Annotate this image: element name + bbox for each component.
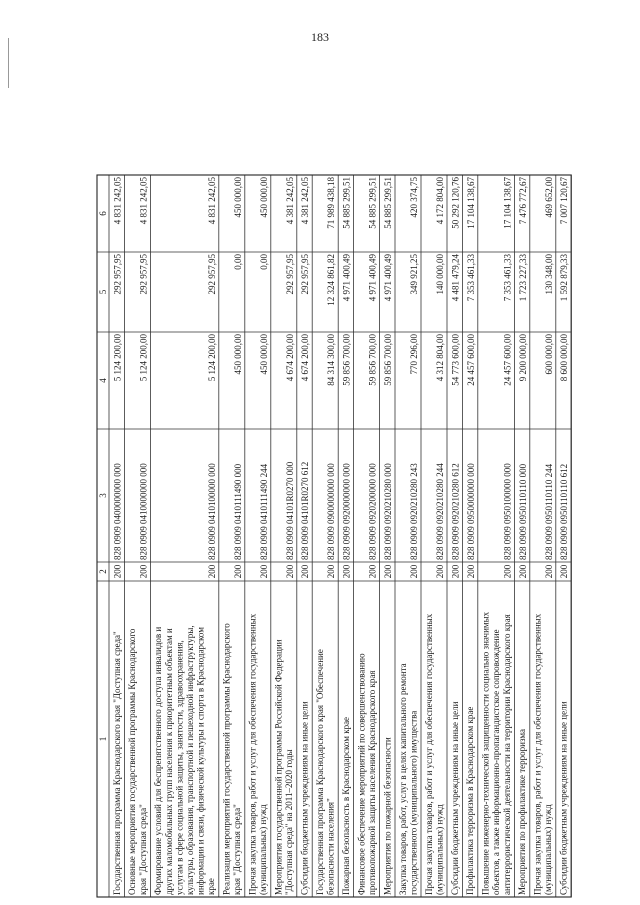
row-5-executed-amount: 292 957,95 (284, 254, 295, 295)
row-18-line-code: 200 (559, 564, 570, 579)
row-3-description: края "Доступная среда" (232, 804, 243, 895)
row-3-description: Реализация мероприятий государственной программы Краснодарского (221, 623, 232, 895)
row-1-unexecuted-amount: 4 831 242,05 (138, 177, 149, 225)
column-header-1: 1 (98, 736, 108, 742)
row-6-line-code: 200 (300, 564, 311, 579)
row-10-approved-amount: 59 856 700,00 (383, 334, 393, 386)
row-17-description: (муниципальных) нужд (543, 804, 554, 895)
row-15-executed-amount: 7 353 461,33 (502, 254, 513, 302)
row-2-budget-classification-code: 828 0909 0410100000 000 (206, 463, 217, 560)
row-7-unexecuted-amount: 71 989 438,18 (326, 177, 337, 229)
row-18-unexecuted-amount: 7 007 120,67 (559, 177, 570, 225)
row-9-executed-amount: 4 971 400,49 (367, 254, 378, 302)
row-9-budget-classification-code: 828 0909 0920200000 000 (367, 463, 378, 560)
row-7-executed-amount: 12 324 861,82 (326, 254, 337, 306)
row-6-budget-classification-code: 828 0909 04101R0270 612 (300, 461, 311, 560)
row-10-executed-amount: 4 971 400,49 (383, 254, 393, 302)
row-8-budget-classification-code: 828 0909 0920000000 000 (341, 463, 352, 560)
row-2-unexecuted-amount: 4 831 242,05 (206, 177, 217, 225)
row-12-line-code: 200 (435, 564, 445, 579)
row-11-executed-amount: 349 921,25 (409, 254, 419, 295)
row-18-description: Субсидии бюджетным учреждениям на иные цели (558, 701, 569, 895)
row-2-executed-amount: 292 957,95 (206, 254, 217, 295)
row-1-description: края "Доступная среда" (137, 804, 148, 895)
row-10-unexecuted-amount: 54 885 299,51 (383, 177, 393, 229)
row-9-line-code: 200 (367, 564, 378, 579)
row-14-budget-classification-code: 828 0909 0950000000 000 (465, 463, 476, 560)
row-0-unexecuted-amount: 4 831 242,05 (112, 177, 123, 225)
row-1-executed-amount: 292 957,95 (138, 254, 149, 295)
row-1-line-code: 200 (138, 564, 149, 579)
row-17-approved-amount: 600 000,00 (543, 334, 554, 375)
row-15-description: антитеррористической деятельности на территории Краснодарского края (501, 614, 512, 895)
row-2-description: других маломобильных групп населения к приоритетным объектам и (163, 628, 174, 895)
row-17-budget-classification-code: 828 0909 0950110110 244 (543, 463, 554, 560)
row-13-approved-amount: 54 773 600,00 (450, 334, 461, 386)
row-15-approved-amount: 24 457 600,00 (502, 334, 513, 386)
column-header-5: 5 (98, 289, 108, 295)
row-10-budget-classification-code: 828 0909 0920210280 000 (383, 463, 393, 560)
row-1-budget-classification-code: 828 0909 0410000000 000 (138, 463, 149, 560)
row-16-executed-amount: 1 723 227,33 (517, 254, 528, 302)
row-13-budget-classification-code: 828 0909 0920210280 612 (450, 463, 461, 560)
row-0-approved-amount: 5 124 200,00 (112, 334, 123, 382)
row-10-description: Мероприятия по пожарной безопасности (382, 737, 393, 895)
column-header-6: 6 (98, 211, 108, 216)
row-18-executed-amount: 1 592 879,33 (559, 254, 570, 302)
row-2-description: Формирование условий для беспрепятственного доступа инвалидов и (153, 626, 164, 895)
row-14-executed-amount: 7 353 461,33 (465, 254, 476, 302)
row-11-description: Закупка товаров, работ, услуг в целях капитального ремонта (397, 663, 408, 895)
row-12-budget-classification-code: 828 0909 0920210280 244 (435, 463, 445, 560)
row-17-line-code: 200 (543, 564, 554, 579)
row-7-budget-classification-code: 828 0909 0900000000 000 (326, 463, 337, 560)
row-17-unexecuted-amount: 469 652,00 (543, 177, 554, 218)
row-13-executed-amount: 4 481 479,24 (450, 254, 461, 302)
row-10-line-code: 200 (383, 564, 393, 579)
row-16-description: Мероприятия по профилактике терроризма (517, 728, 528, 895)
row-12-description: (муниципальных) нужд (434, 804, 445, 895)
row-7-line-code: 200 (326, 564, 337, 579)
row-16-budget-classification-code: 828 0909 0950110110 000 (517, 463, 528, 560)
column-header-2: 2 (98, 569, 108, 574)
row-1-approved-amount: 5 124 200,00 (138, 334, 149, 382)
row-9-description: Финансовое обеспечение мероприятий по совершенствованию (356, 653, 367, 895)
row-14-approved-amount: 24 457 600,00 (465, 334, 476, 386)
row-12-description: Прочая закупка товаров, работ и услуг для обеспечения государственных (423, 613, 434, 895)
row-2-line-code: 200 (206, 564, 217, 579)
row-0-budget-classification-code: 828 0909 0400000000 000 (112, 463, 123, 560)
row-7-approved-amount: 84 314 300,00 (326, 334, 337, 386)
row-14-description: Профилактика терроризма в Краснодарском крае (465, 706, 476, 895)
row-5-unexecuted-amount: 4 381 242,05 (284, 177, 295, 225)
row-2-description: крае (206, 878, 217, 895)
row-15-unexecuted-amount: 17 104 138,67 (502, 177, 513, 229)
row-3-budget-classification-code: 828 0909 0410111490 000 (232, 463, 243, 560)
row-4-approved-amount: 450 000,00 (258, 334, 269, 375)
row-6-executed-amount: 292 957,95 (300, 254, 311, 295)
row-17-executed-amount: 130 348,00 (543, 254, 554, 295)
row-18-approved-amount: 8 600 000,00 (559, 334, 570, 382)
row-2-description: культуры, образования, транспортной и пешеходной инфраструктуры, (185, 625, 195, 895)
row-11-line-code: 200 (409, 564, 419, 579)
row-3-approved-amount: 450 000,00 (232, 334, 243, 375)
row-7-description: Государственная программа Краснодарского края "Обеспечение (315, 649, 325, 895)
page-number: 183 (311, 30, 329, 44)
row-0-executed-amount: 292 957,95 (112, 254, 123, 295)
row-16-approved-amount: 9 200 000,00 (517, 334, 528, 382)
row-5-description: "Доступная среда" на 2011–2020 годы (284, 749, 295, 895)
row-5-line-code: 200 (284, 564, 295, 579)
row-16-unexecuted-amount: 7 476 772,67 (517, 177, 528, 225)
row-12-approved-amount: 4 312 804,00 (435, 334, 445, 382)
row-8-approved-amount: 59 856 700,00 (341, 334, 352, 386)
row-15-budget-classification-code: 828 0909 0950100000 000 (502, 463, 513, 560)
row-14-line-code: 200 (465, 564, 476, 579)
row-3-unexecuted-amount: 450 000,00 (232, 177, 243, 218)
row-14-unexecuted-amount: 17 104 138,67 (465, 177, 476, 229)
row-6-description: Субсидии бюджетным учреждениям на иные цели (299, 701, 310, 895)
row-6-unexecuted-amount: 4 381 242,05 (300, 177, 311, 225)
row-12-executed-amount: 140 000,00 (435, 254, 445, 295)
row-11-description: государственного (муниципального) имущества (408, 710, 419, 895)
row-2-approved-amount: 5 124 200,00 (206, 334, 217, 382)
row-15-description: Повышение инженерно-технической защищенности социально значимых (480, 611, 491, 895)
row-4-executed-amount: 0,00 (258, 254, 269, 270)
row-4-budget-classification-code: 828 0909 0410111490 244 (258, 463, 269, 560)
row-0-line-code: 200 (112, 564, 123, 579)
row-9-description: противопожарной защиты населения Краснодарского края (367, 670, 377, 895)
row-4-description: (муниципальных) нужд (258, 804, 269, 895)
row-4-line-code: 200 (258, 564, 269, 579)
row-13-line-code: 200 (450, 564, 461, 579)
row-9-unexecuted-amount: 54 885 299,51 (367, 177, 378, 229)
row-11-budget-classification-code: 828 0909 0920210280 243 (409, 463, 419, 560)
row-4-description: Прочая закупка товаров, работ и услуг для обеспечения государственных (247, 613, 258, 895)
row-9-approved-amount: 59 856 700,00 (367, 334, 378, 386)
row-15-description: объектов, а также информационно-пропагандистское сопровождение (491, 629, 502, 895)
row-3-executed-amount: 0,00 (232, 254, 243, 270)
row-8-description: Пожарная безопасность в Краснодарском крае (341, 716, 351, 895)
table-cells (98, 177, 569, 896)
column-header-4: 4 (98, 378, 108, 383)
row-11-unexecuted-amount: 420 374,75 (409, 177, 419, 218)
row-8-line-code: 200 (341, 564, 352, 579)
row-5-description: Мероприятия государственной программы Российской Федерации (273, 639, 284, 895)
row-4-unexecuted-amount: 450 000,00 (258, 177, 269, 218)
row-11-approved-amount: 770 296,00 (409, 334, 419, 375)
row-13-description: Субсидии бюджетным учреждениям на иные цели (449, 701, 460, 895)
row-2-description: услугам в сфере социальной защиты, занятости, здравоохранения, (174, 640, 185, 895)
row-7-description: безопасности населения" (325, 798, 336, 895)
row-2-description: информации и связи, физической культуры и спорта в Краснодарском (195, 627, 206, 895)
row-1-description: Основные мероприятия государственной программы Краснодарского (127, 628, 138, 895)
row-18-budget-classification-code: 828 0909 0950110110 612 (559, 463, 570, 560)
row-5-approved-amount: 4 674 200,00 (284, 334, 295, 382)
row-5-budget-classification-code: 828 0909 04101R0270 000 (284, 461, 295, 560)
row-16-line-code: 200 (517, 564, 528, 579)
row-12-unexecuted-amount: 4 172 804,00 (435, 177, 445, 225)
row-8-executed-amount: 4 971 400,49 (341, 254, 352, 302)
row-3-line-code: 200 (232, 564, 243, 579)
row-6-approved-amount: 4 674 200,00 (300, 334, 311, 382)
row-8-unexecuted-amount: 54 885 299,51 (341, 177, 352, 229)
row-13-unexecuted-amount: 50 292 120,76 (450, 177, 461, 229)
column-header-3: 3 (98, 493, 108, 498)
row-17-description: Прочая закупка товаров, работ и услуг для обеспечения государственных (532, 613, 543, 895)
row-0-description: Государственная программа Краснодарского края "Доступная среда" (111, 631, 122, 895)
row-15-line-code: 200 (502, 564, 513, 579)
